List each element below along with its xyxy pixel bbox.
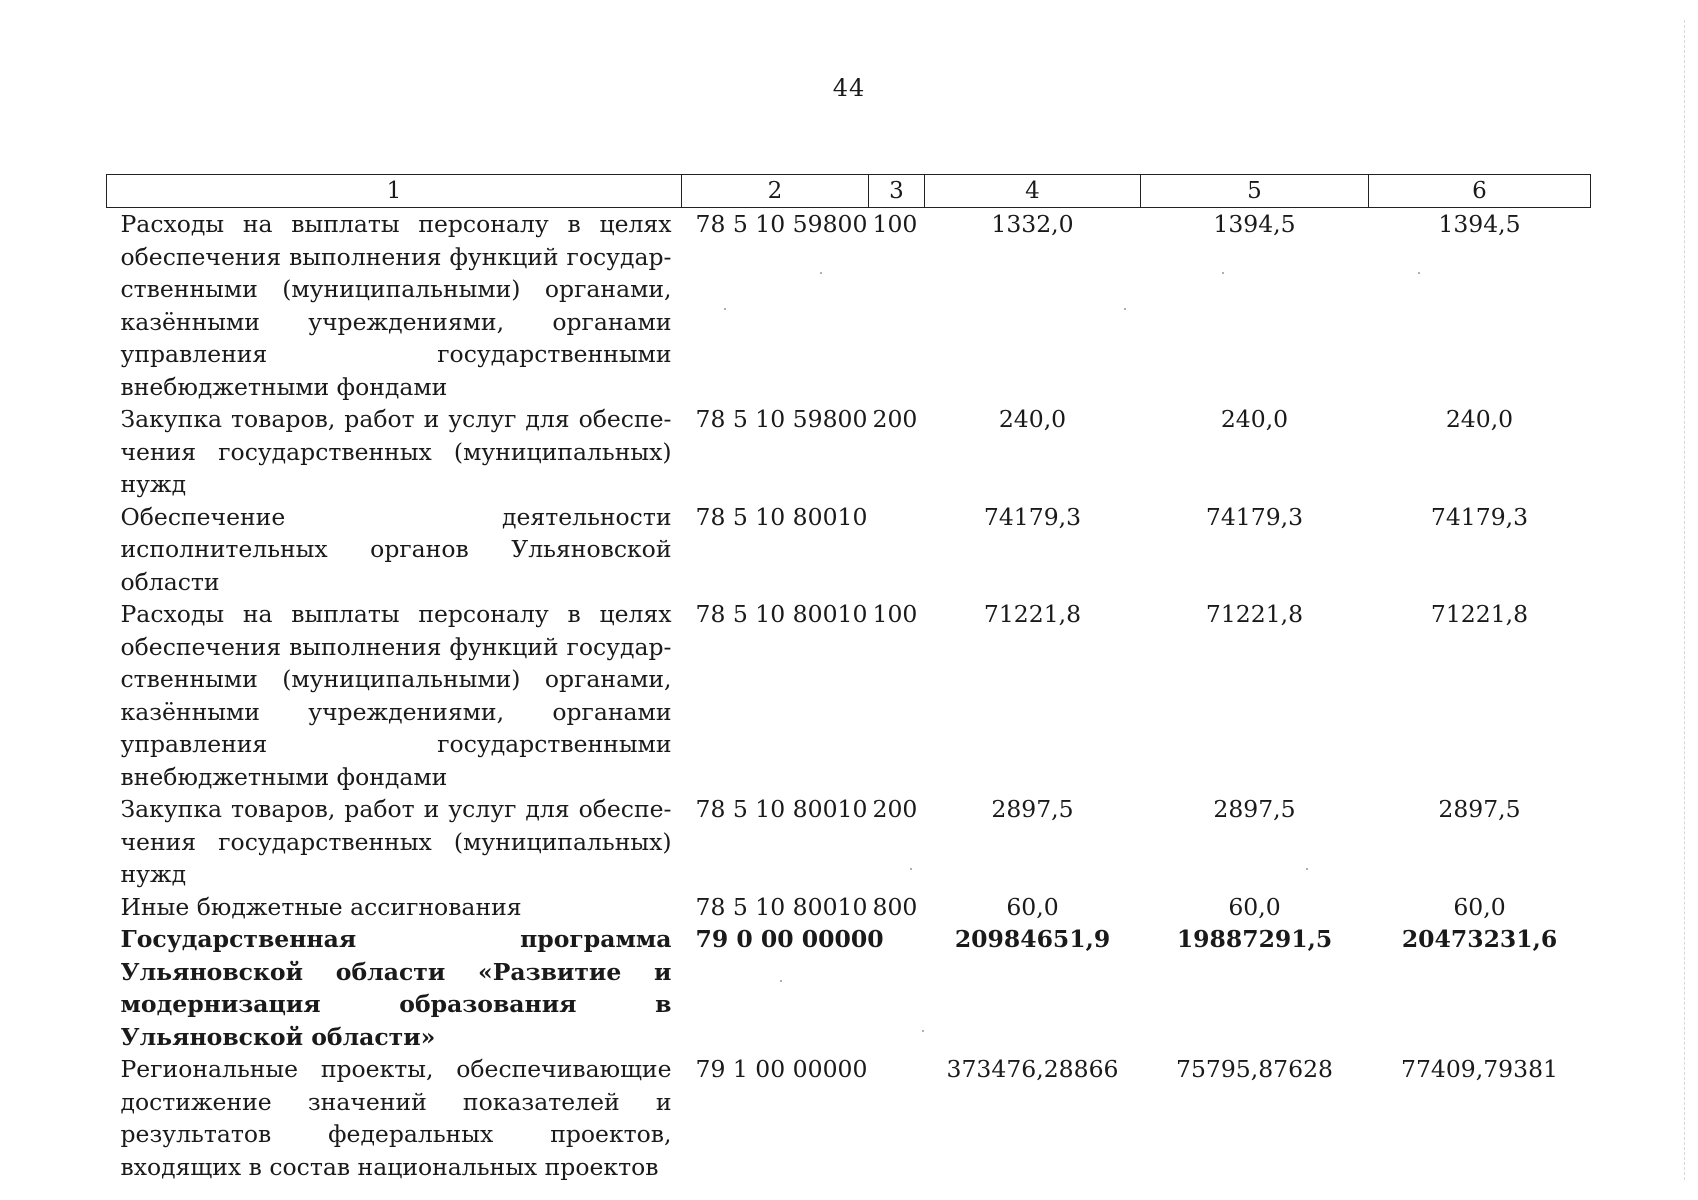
code-cell: 79 0 00 00000 <box>695 925 884 953</box>
table-row <box>107 598 1591 793</box>
scan-speck <box>910 868 912 870</box>
value-2025-cell: 240,0 <box>1220 405 1289 433</box>
value-2025-cell: 71221,8 <box>1205 600 1304 628</box>
table-body <box>107 208 1591 1184</box>
code-cell: 78 5 10 59800 <box>695 210 868 238</box>
header-col-4: 4 <box>925 175 1141 208</box>
value-2024-cell: 20984651,9 <box>954 925 1111 953</box>
header-col-5: 5 <box>1141 175 1369 208</box>
name-cell: Региональные проекты, обеспечивающие достижение значений показателей и результатов федеральных проектов, входящих в состав национальных проектов <box>120 1055 672 1181</box>
header-col-2: 2 <box>682 175 869 208</box>
header-col-6: 6 <box>1369 175 1591 208</box>
code-cell: 79 1 00 00000 <box>695 1055 868 1083</box>
page-number: 44 <box>832 74 866 102</box>
value-2025-cell: 19887291,5 <box>1176 925 1333 953</box>
budget-table <box>106 174 1591 1183</box>
type-cell: 200 <box>872 405 918 433</box>
value-2026-cell: 77409,79381 <box>1401 1055 1558 1083</box>
scan-speck <box>1222 272 1224 274</box>
value-2026-cell: 74179,3 <box>1430 502 1529 531</box>
table-row <box>107 208 1591 404</box>
value-2026-cell: 60,0 <box>1453 892 1506 921</box>
type-cell: 100 <box>872 210 918 238</box>
value-2026-cell: 20473231,6 <box>1401 925 1558 953</box>
header-row <box>107 175 1591 208</box>
header-col-1: 1 <box>107 175 682 208</box>
value-2024-cell: 60,0 <box>1006 892 1059 921</box>
type-cell <box>869 501 925 599</box>
scan-edge <box>1684 20 1686 1180</box>
value-2025-cell: 75795,87628 <box>1176 1055 1333 1083</box>
scan-speck <box>780 980 782 982</box>
type-cell: 200 <box>872 795 918 823</box>
value-2024-cell: 2897,5 <box>991 795 1074 823</box>
value-2026-cell: 2897,5 <box>1438 795 1521 823</box>
name-cell: Закупка товаров, работ и услуг для обеспечения государственных (муниципальных) нужд <box>120 795 672 888</box>
name-cell: Расходы на выплаты персоналу в целях обеспечения выполнения функций государственными (муниципальными) органами, казёнными учреждениями, органами управления государственными внебюджетными фондами <box>120 600 672 791</box>
table-header <box>107 175 1591 208</box>
scan-speck <box>820 272 822 274</box>
value-2025-cell: 60,0 <box>1228 892 1281 921</box>
value-2024-cell: 373476,28866 <box>946 1055 1119 1083</box>
scan-speck <box>1124 308 1126 310</box>
value-2025-cell: 2897,5 <box>1213 795 1296 823</box>
scan-speck <box>1306 868 1308 870</box>
code-cell: 78 5 10 80010 <box>695 892 868 921</box>
value-2024-cell: 71221,8 <box>983 600 1082 628</box>
code-cell: 78 5 10 80010 <box>695 502 868 531</box>
value-2025-cell: 1394,5 <box>1213 210 1296 238</box>
name-cell: Закупка товаров, работ и услуг для обеспечения государственных (муниципальных) нужд <box>120 405 672 498</box>
value-2026-cell: 71221,8 <box>1430 600 1529 628</box>
value-2025-cell: 74179,3 <box>1205 502 1304 531</box>
name-cell: Государственная программа Ульяновской области «Развитие и модернизация образования в Ульяновской области» <box>120 925 672 1051</box>
value-2024-cell: 1332,0 <box>991 210 1074 238</box>
type-cell: 800 <box>872 892 918 921</box>
code-cell: 78 5 10 80010 <box>695 600 868 628</box>
code-cell: 78 5 10 59800 <box>695 405 868 433</box>
name-cell: Обеспечение деятельности исполнительных органов Ульяновской области <box>120 502 672 596</box>
code-cell: 78 5 10 80010 <box>695 795 868 823</box>
table-row <box>107 403 1591 501</box>
table-row <box>107 1053 1591 1183</box>
header-col-3: 3 <box>869 175 925 208</box>
table-row <box>107 793 1591 891</box>
value-2026-cell: 240,0 <box>1445 405 1514 433</box>
name-cell: Расходы на выплаты персоналу в целях обеспечения выполнения функций государственными (муниципальными) органами, казёнными учреждениями, органами управления государственными внебюджетными фондами <box>120 210 672 401</box>
type-cell <box>869 1053 925 1183</box>
type-cell: 100 <box>872 600 918 628</box>
value-2026-cell: 1394,5 <box>1438 210 1521 238</box>
table-row <box>107 891 1591 924</box>
scan-speck <box>1418 272 1420 274</box>
value-2024-cell: 240,0 <box>998 405 1067 433</box>
scan-speck <box>922 1030 924 1032</box>
name-cell: Иные бюджетные ассигнования <box>120 892 522 921</box>
value-2024-cell: 74179,3 <box>983 502 1082 531</box>
table-row <box>107 923 1591 1053</box>
table-row <box>107 501 1591 599</box>
scan-speck <box>724 308 726 310</box>
